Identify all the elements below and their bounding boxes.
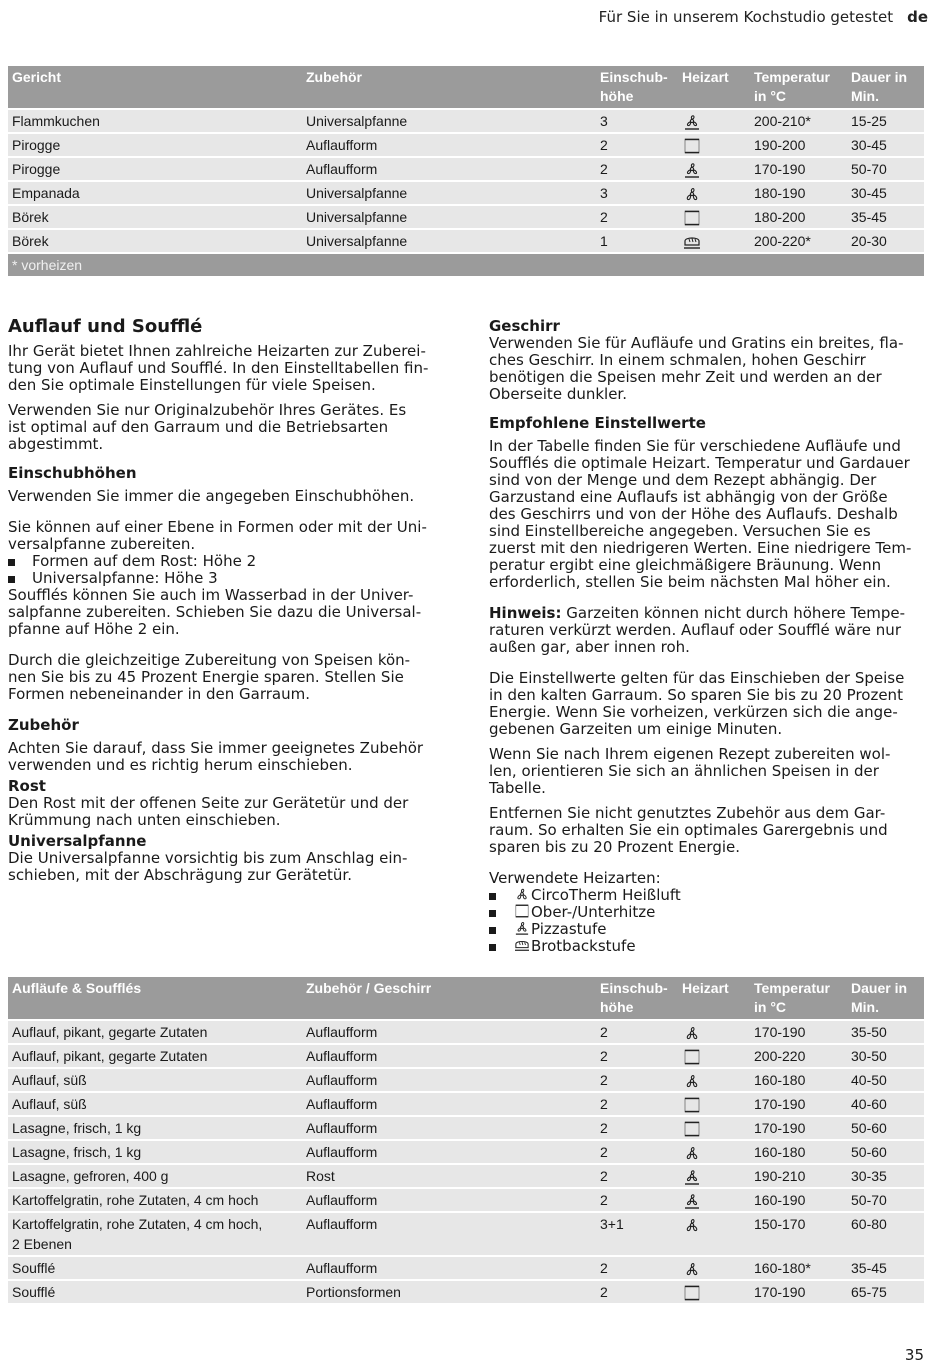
table-cell: Auflauf, pikant, gegarte Zutaten bbox=[8, 1044, 302, 1068]
pizza-icon bbox=[682, 1169, 702, 1185]
table-cell: 160-180* bbox=[750, 1256, 847, 1280]
table-cell: 170-190 bbox=[750, 1280, 847, 1303]
heizart-cell bbox=[678, 1212, 750, 1256]
table-cell: Rost bbox=[302, 1164, 596, 1188]
table-cell: Auflaufform bbox=[302, 1020, 596, 1044]
table-cell: Auflaufform bbox=[302, 157, 596, 181]
table-cell: 40-60 bbox=[847, 1092, 924, 1116]
heizart-cell bbox=[678, 229, 750, 253]
table-cell: 190-210 bbox=[750, 1164, 847, 1188]
heizart-cell bbox=[678, 1140, 750, 1164]
table-row bbox=[8, 205, 924, 229]
paragraph: In der Tabelle finden Sie für verschiedene Aufläufe und Soufflés die optimale Heizart. Temperatur und Gardauer sind von der Menge und dem Rezept abhängig. Der Garzustand eine Auflaufs ist abhängig von der Größe des Geschirrs und von der Höhe des Auflaufs. Deshalb sind Einstellbereiche angegeben. Versuchen Sie es zuerst mit den niedrigeren Werten. Eine niedrigere Tem- peratur ergibt eine gleichmäßigere Bräunung. Wenn erforderlich, stellen Sie beim nächsten Mal höher ein. bbox=[489, 437, 912, 591]
paragraph: Sie können auf einer Ebene in Formen oder mit der Uni- versalpfanne zubereiten. bbox=[8, 518, 427, 553]
table-cell: Universalpfanne bbox=[302, 109, 596, 133]
bullet-list bbox=[8, 553, 448, 587]
table-footnote-row bbox=[8, 253, 924, 276]
table-cell: 30-45 bbox=[847, 133, 924, 157]
paragraph: Verwenden Sie nur Originalzubehör Ihres Gerätes. Es ist optimal auf den Garraum und die Betriebsarten abgestimmt. bbox=[8, 401, 407, 453]
table-footnote: * vorheizen bbox=[8, 253, 924, 276]
table-cell: Lasagne, frisch, 1 kg bbox=[8, 1140, 302, 1164]
table-cell: Empanada bbox=[8, 181, 302, 205]
table-cell: Börek bbox=[8, 205, 302, 229]
table-cell: Auflaufform bbox=[302, 133, 596, 157]
table-cell: 50-70 bbox=[847, 157, 924, 181]
column-header: Gericht bbox=[8, 66, 302, 109]
subheading-einschubhoehen: Einschubhöhen bbox=[8, 464, 137, 482]
table-cell: 2 bbox=[596, 133, 678, 157]
table-row bbox=[8, 229, 924, 253]
list-item-label: Pizzastufe bbox=[531, 920, 607, 938]
paragraph: Verwenden Sie immer die angegeben Einschubhöhen. bbox=[8, 487, 415, 505]
table-cell: 200-220 bbox=[750, 1044, 847, 1068]
header-title: Für Sie in unserem Kochstudio getestet bbox=[598, 8, 894, 26]
table-cell: Universalpfanne bbox=[302, 181, 596, 205]
circotherm-icon bbox=[682, 1261, 702, 1277]
table-cell: 2 bbox=[596, 1188, 678, 1212]
table-pizza-pastry bbox=[8, 66, 924, 276]
pizza-icon bbox=[513, 921, 531, 935]
bread-icon bbox=[513, 938, 531, 952]
table-cell: 15-25 bbox=[847, 109, 924, 133]
table-cell: 180-200 bbox=[750, 205, 847, 229]
heizart-cell bbox=[678, 1020, 750, 1044]
heizart-cell bbox=[678, 1116, 750, 1140]
heizart-cell bbox=[678, 1068, 750, 1092]
table-cell: Kartoffelgratin, rohe Zutaten, 4 cm hoch bbox=[8, 1188, 302, 1212]
table-cell: 2 bbox=[596, 1020, 678, 1044]
table-cell: 65-75 bbox=[847, 1280, 924, 1303]
top-bottom-icon bbox=[682, 1285, 702, 1301]
table-cell: Auflauf, süß bbox=[8, 1068, 302, 1092]
table-cell: 60-80 bbox=[847, 1212, 924, 1256]
paragraph: Die Einstellwerte gelten für das Einschieben der Speise in den kalten Garraum. So sparen Sie bis zu 20 Prozent Energie. Wenn Sie vorheizen, verkürzen sich die ange- gebenen Garzeiten um einige Minuten. bbox=[489, 669, 905, 738]
heizart-cell bbox=[678, 1164, 750, 1188]
table-cell: Auflaufform bbox=[302, 1092, 596, 1116]
paragraph: Wenn Sie nach Ihrem eigenen Rezept zubereiten wol- len, orientieren Sie sich an ähnlichen Speisen in der Tabelle. bbox=[489, 745, 891, 797]
left-column bbox=[8, 318, 448, 892]
table-row bbox=[8, 133, 924, 157]
heizart-cell bbox=[678, 1280, 750, 1303]
heizart-cell bbox=[678, 1256, 750, 1280]
pizza-icon bbox=[682, 114, 702, 130]
column-header: Dauer in Min. bbox=[847, 977, 924, 1020]
table-cell: Auflaufform bbox=[302, 1116, 596, 1140]
table-cell: 2 bbox=[596, 157, 678, 181]
table-cell: 3 bbox=[596, 181, 678, 205]
table-cell: Auflaufform bbox=[302, 1188, 596, 1212]
top-bottom-icon bbox=[682, 1121, 702, 1137]
heizart-cell bbox=[678, 133, 750, 157]
list-item-label: Formen auf dem Rost: Höhe 2 bbox=[32, 552, 257, 570]
table-cell: 170-190 bbox=[750, 157, 847, 181]
table-cell: 200-220* bbox=[750, 229, 847, 253]
table-row bbox=[8, 1280, 924, 1303]
table-cell: 20-30 bbox=[847, 229, 924, 253]
right-column bbox=[489, 318, 929, 955]
subheading-geschirr: Geschirr bbox=[489, 317, 560, 335]
heizart-cell bbox=[678, 181, 750, 205]
list-item bbox=[489, 887, 929, 904]
table-cell: 2 bbox=[596, 1092, 678, 1116]
heizarten-list bbox=[489, 887, 929, 955]
table-cell: 30-45 bbox=[847, 181, 924, 205]
table-cell: 40-50 bbox=[847, 1068, 924, 1092]
table-row bbox=[8, 1188, 924, 1212]
subheading-zubehoer: Zubehör bbox=[8, 716, 79, 734]
top-bottom-icon bbox=[682, 138, 702, 154]
table-cell: 3 bbox=[596, 109, 678, 133]
table-cell: 170-190 bbox=[750, 1020, 847, 1044]
column-header: Einschub- höhe bbox=[596, 66, 678, 109]
table-cell: 50-60 bbox=[847, 1116, 924, 1140]
table-cell: Auflaufform bbox=[302, 1044, 596, 1068]
list-item-label: Universalpfanne: Höhe 3 bbox=[32, 569, 218, 587]
table-cell: Pirogge bbox=[8, 157, 302, 181]
top-bottom-icon bbox=[682, 1097, 702, 1113]
subheading-universalpfanne: Universalpfanne bbox=[8, 832, 147, 850]
table-cell: 50-70 bbox=[847, 1188, 924, 1212]
page-header bbox=[599, 8, 928, 26]
table-cell: 190-200 bbox=[750, 133, 847, 157]
paragraph: Verwendete Heizarten: bbox=[489, 869, 661, 887]
hinweis-note bbox=[489, 605, 929, 656]
table-cell: 160-180 bbox=[750, 1068, 847, 1092]
column-header: Aufläufe & Soufflés bbox=[8, 977, 302, 1020]
column-header: Heizart bbox=[678, 66, 750, 109]
table-row bbox=[8, 1256, 924, 1280]
heizart-cell bbox=[678, 1044, 750, 1068]
hinweis-label: Hinweis: bbox=[489, 604, 562, 622]
table-cell: 2 bbox=[596, 1280, 678, 1303]
column-header: Einschub- höhe bbox=[596, 977, 678, 1020]
table-cell: Auflauf, pikant, gegarte Zutaten bbox=[8, 1020, 302, 1044]
table-cell: 2 bbox=[596, 1116, 678, 1140]
table-cell: 170-190 bbox=[750, 1116, 847, 1140]
paragraph: Den Rost mit der offenen Seite zur Gerätetür und der Krümmung nach unten einschieben. bbox=[8, 794, 409, 829]
heizart-cell bbox=[678, 1092, 750, 1116]
subheading-rost: Rost bbox=[8, 777, 46, 795]
list-item bbox=[489, 921, 929, 938]
page-number: 35 bbox=[904, 1346, 924, 1364]
table-cell: Börek bbox=[8, 229, 302, 253]
list-item bbox=[8, 553, 448, 570]
table-cell: 200-210* bbox=[750, 109, 847, 133]
table-cell: 30-35 bbox=[847, 1164, 924, 1188]
table-cell: 3+1 bbox=[596, 1212, 678, 1256]
table-header-row bbox=[8, 66, 924, 109]
paragraph: Achten Sie darauf, dass Sie immer geeignetes Zubehör verwenden und es richtig herum einschieben. bbox=[8, 739, 424, 774]
table-cell: Portionsformen bbox=[302, 1280, 596, 1303]
table-row bbox=[8, 181, 924, 205]
heizart-cell bbox=[678, 109, 750, 133]
pizza-icon bbox=[682, 1193, 702, 1209]
hinweis-text: Garzeiten können nicht durch höhere Tempe- raturen verkürzt werden. Auflauf oder Soufflé wäre nur außen gar, aber innen roh. bbox=[489, 604, 906, 656]
table-row bbox=[8, 1044, 924, 1068]
column-header: Zubehör bbox=[302, 66, 596, 109]
column-header: Zubehör / Geschirr bbox=[302, 977, 596, 1020]
circotherm-icon bbox=[513, 887, 531, 901]
table-cell: 1 bbox=[596, 229, 678, 253]
table-cell: 2 bbox=[596, 1256, 678, 1280]
table-row bbox=[8, 1092, 924, 1116]
table-cell: 35-45 bbox=[847, 1256, 924, 1280]
table-row bbox=[8, 109, 924, 133]
table-cell: 170-190 bbox=[750, 1092, 847, 1116]
paragraph: Verwenden Sie für Aufläufe und Gratins ein breites, fla- ches Geschirr. In einem schmalen, hohen Geschirr benötigen die Speisen mehr Zeit und werden an der Oberseite dunkler. bbox=[489, 334, 904, 403]
table-row bbox=[8, 1164, 924, 1188]
table-row bbox=[8, 1116, 924, 1140]
table-header-row bbox=[8, 977, 924, 1020]
table-cell: 2 bbox=[596, 1140, 678, 1164]
circotherm-icon bbox=[682, 1025, 702, 1041]
table-cell: Lasagne, gefroren, 400 g bbox=[8, 1164, 302, 1188]
paragraph: Entfernen Sie nicht genutztes Zubehör aus dem Gar- raum. So erhalten Sie ein optimales Garergebnis und sparen bis zu 20 Prozent Energie. bbox=[489, 804, 888, 856]
heizart-cell bbox=[678, 1188, 750, 1212]
circotherm-icon bbox=[682, 1073, 702, 1089]
list-item-label: Ober-/Unterhitze bbox=[531, 903, 656, 921]
table-cell: Kartoffelgratin, rohe Zutaten, 4 cm hoch, 2 Ebenen bbox=[8, 1212, 302, 1256]
language-code: de bbox=[907, 8, 928, 26]
heizart-cell bbox=[678, 205, 750, 229]
circotherm-icon bbox=[682, 186, 702, 202]
table-cell: 150-170 bbox=[750, 1212, 847, 1256]
pizza-icon bbox=[682, 162, 702, 178]
table-row bbox=[8, 1212, 924, 1256]
table-cell: Auflaufform bbox=[302, 1212, 596, 1256]
circotherm-icon bbox=[682, 1217, 702, 1233]
column-header: Temperatur in °C bbox=[750, 977, 847, 1020]
table-cell: Auflaufform bbox=[302, 1140, 596, 1164]
heizart-cell bbox=[678, 157, 750, 181]
circotherm-icon bbox=[682, 1145, 702, 1161]
table-row bbox=[8, 1140, 924, 1164]
table-cell: Universalpfanne bbox=[302, 205, 596, 229]
table-cell: 2 bbox=[596, 1044, 678, 1068]
table-cell: 30-50 bbox=[847, 1044, 924, 1068]
table-cell: 160-180 bbox=[750, 1140, 847, 1164]
table-cell: Auflauf, süß bbox=[8, 1092, 302, 1116]
table-cell: Lasagne, frisch, 1 kg bbox=[8, 1116, 302, 1140]
table-row bbox=[8, 157, 924, 181]
paragraph: Ihr Gerät bietet Ihnen zahlreiche Heizarten zur Zuberei- tung von Auflauf und Soufflé. In den Einstelltabellen fin- den Sie optimale Einstellungen für viele Speisen. bbox=[8, 342, 429, 394]
paragraph: Die Universalpfanne vorsichtig bis zum Anschlag ein- schieben, mit der Abschrägung zur Gerätetür. bbox=[8, 849, 408, 884]
bread-icon bbox=[682, 234, 702, 250]
table-cell: Universalpfanne bbox=[302, 229, 596, 253]
table-cell: 2 bbox=[596, 205, 678, 229]
table-cell: 2 bbox=[596, 1164, 678, 1188]
table-row bbox=[8, 1020, 924, 1044]
table-auflaeufe-souffles bbox=[8, 977, 924, 1303]
column-header: Dauer in Min. bbox=[847, 66, 924, 109]
section-title: Auflauf und Soufflé bbox=[8, 316, 203, 337]
top-bottom-icon bbox=[513, 904, 531, 918]
table-cell: 160-190 bbox=[750, 1188, 847, 1212]
subheading-empfohlene-einstellwerte: Empfohlene Einstellwerte bbox=[489, 414, 706, 432]
list-item bbox=[489, 904, 929, 921]
table-cell: Soufflé bbox=[8, 1280, 302, 1303]
top-bottom-icon bbox=[682, 1049, 702, 1065]
list-item bbox=[489, 938, 929, 955]
paragraph: Soufflés können Sie auch im Wasserbad in der Univer- salpfanne zubereiten. Schieben Sie dazu die Universal- pfanne auf Höhe 2 ein. bbox=[8, 586, 422, 638]
list-item bbox=[8, 570, 448, 587]
paragraph: Durch die gleichzeitige Zubereitung von Speisen kön- nen Sie bis zu 45 Prozent Energie sparen. Stellen Sie Formen nebeneinander in den Garraum. bbox=[8, 651, 411, 703]
table-cell: 2 bbox=[596, 1068, 678, 1092]
table-cell: 50-60 bbox=[847, 1140, 924, 1164]
table-cell: Auflaufform bbox=[302, 1068, 596, 1092]
table-cell: 35-50 bbox=[847, 1020, 924, 1044]
table-cell: 35-45 bbox=[847, 205, 924, 229]
table-cell: Soufflé bbox=[8, 1256, 302, 1280]
column-header: Temperatur in °C bbox=[750, 66, 847, 109]
table-cell: Pirogge bbox=[8, 133, 302, 157]
column-header: Heizart bbox=[678, 977, 750, 1020]
table-row bbox=[8, 1068, 924, 1092]
table-cell: 180-190 bbox=[750, 181, 847, 205]
table-cell: Flammkuchen bbox=[8, 109, 302, 133]
top-bottom-icon bbox=[682, 210, 702, 226]
list-item-label: Brotbackstufe bbox=[531, 937, 636, 955]
list-item-label: CircoTherm Heißluft bbox=[531, 886, 681, 904]
table-cell: Auflaufform bbox=[302, 1256, 596, 1280]
